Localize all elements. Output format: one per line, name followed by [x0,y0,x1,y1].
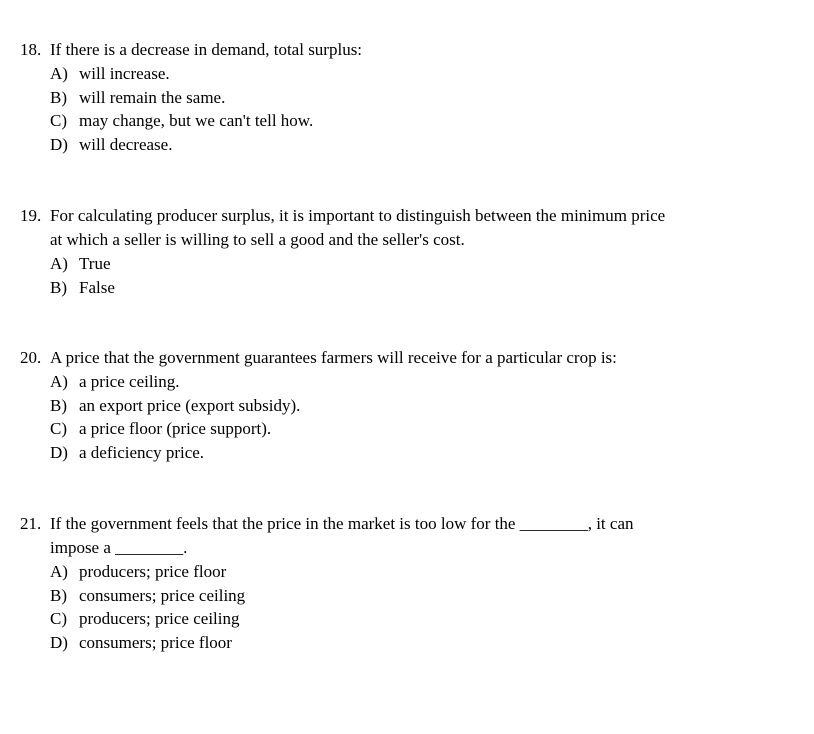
option-a [20,560,800,584]
question-number: 18. [20,40,42,59]
question-stem [20,346,800,370]
question-stem [20,204,800,228]
question-number: 19. [20,206,42,225]
option-b [20,276,800,300]
option-text: True [79,254,111,273]
question-18 [20,38,800,156]
option-text: will remain the same. [79,87,226,107]
option-b [20,86,800,110]
option-letter: D) [50,442,68,462]
option-c [20,417,800,441]
option-letter: B) [50,87,67,107]
option-letter: B) [50,585,67,605]
option-text: a deficiency price. [79,442,205,462]
option-text: producers; price floor [79,562,227,581]
question-stem [20,38,800,62]
option-a [20,252,800,276]
option-text: False [79,277,115,297]
question-text: If the government feels that the price in the market is too low for the ________, it can [50,514,634,533]
option-text: will decrease. [79,134,173,154]
question-text-continued: at which a seller is willing to sell a good and the seller's cost. [50,230,465,249]
question-19 [20,204,800,299]
option-text: will increase. [79,64,170,83]
question-number: 20. [20,348,42,367]
option-c [20,109,800,133]
option-letter: A) [50,64,68,83]
option-c [20,607,800,631]
option-d [20,631,800,655]
option-text: a price floor (price support). [79,419,272,438]
option-letter: C) [50,419,67,438]
option-letter: A) [50,254,68,273]
option-letter: C) [50,609,67,628]
question-number: 21. [20,514,42,533]
option-letter: B) [50,395,67,415]
option-text: producers; price ceiling [79,609,240,628]
option-text: consumers; price ceiling [79,585,246,605]
question-20 [20,346,800,464]
option-a [20,370,800,394]
option-b [20,394,800,418]
option-text: a price ceiling. [79,372,180,391]
question-21 [20,512,800,654]
option-d [20,441,800,465]
question-stem [20,512,800,536]
option-letter: A) [50,372,68,391]
option-letter: C) [50,111,67,130]
question-text: If there is a decrease in demand, total surplus: [50,40,363,59]
option-letter: A) [50,562,68,581]
option-text: an export price (export subsidy). [79,395,301,415]
option-text: may change, but we can't tell how. [79,111,314,130]
option-letter: D) [50,632,68,652]
option-letter: B) [50,277,67,297]
question-text: For calculating producer surplus, it is important to distinguish between the minimum price [50,206,666,225]
option-d [20,133,800,157]
option-letter: D) [50,134,68,154]
question-text: A price that the government guarantees farmers will receive for a particular crop is: [50,348,617,367]
option-b [20,584,800,608]
option-text: consumers; price floor [79,632,232,652]
question-text-continued: impose a ________. [50,538,188,557]
option-a [20,62,800,86]
